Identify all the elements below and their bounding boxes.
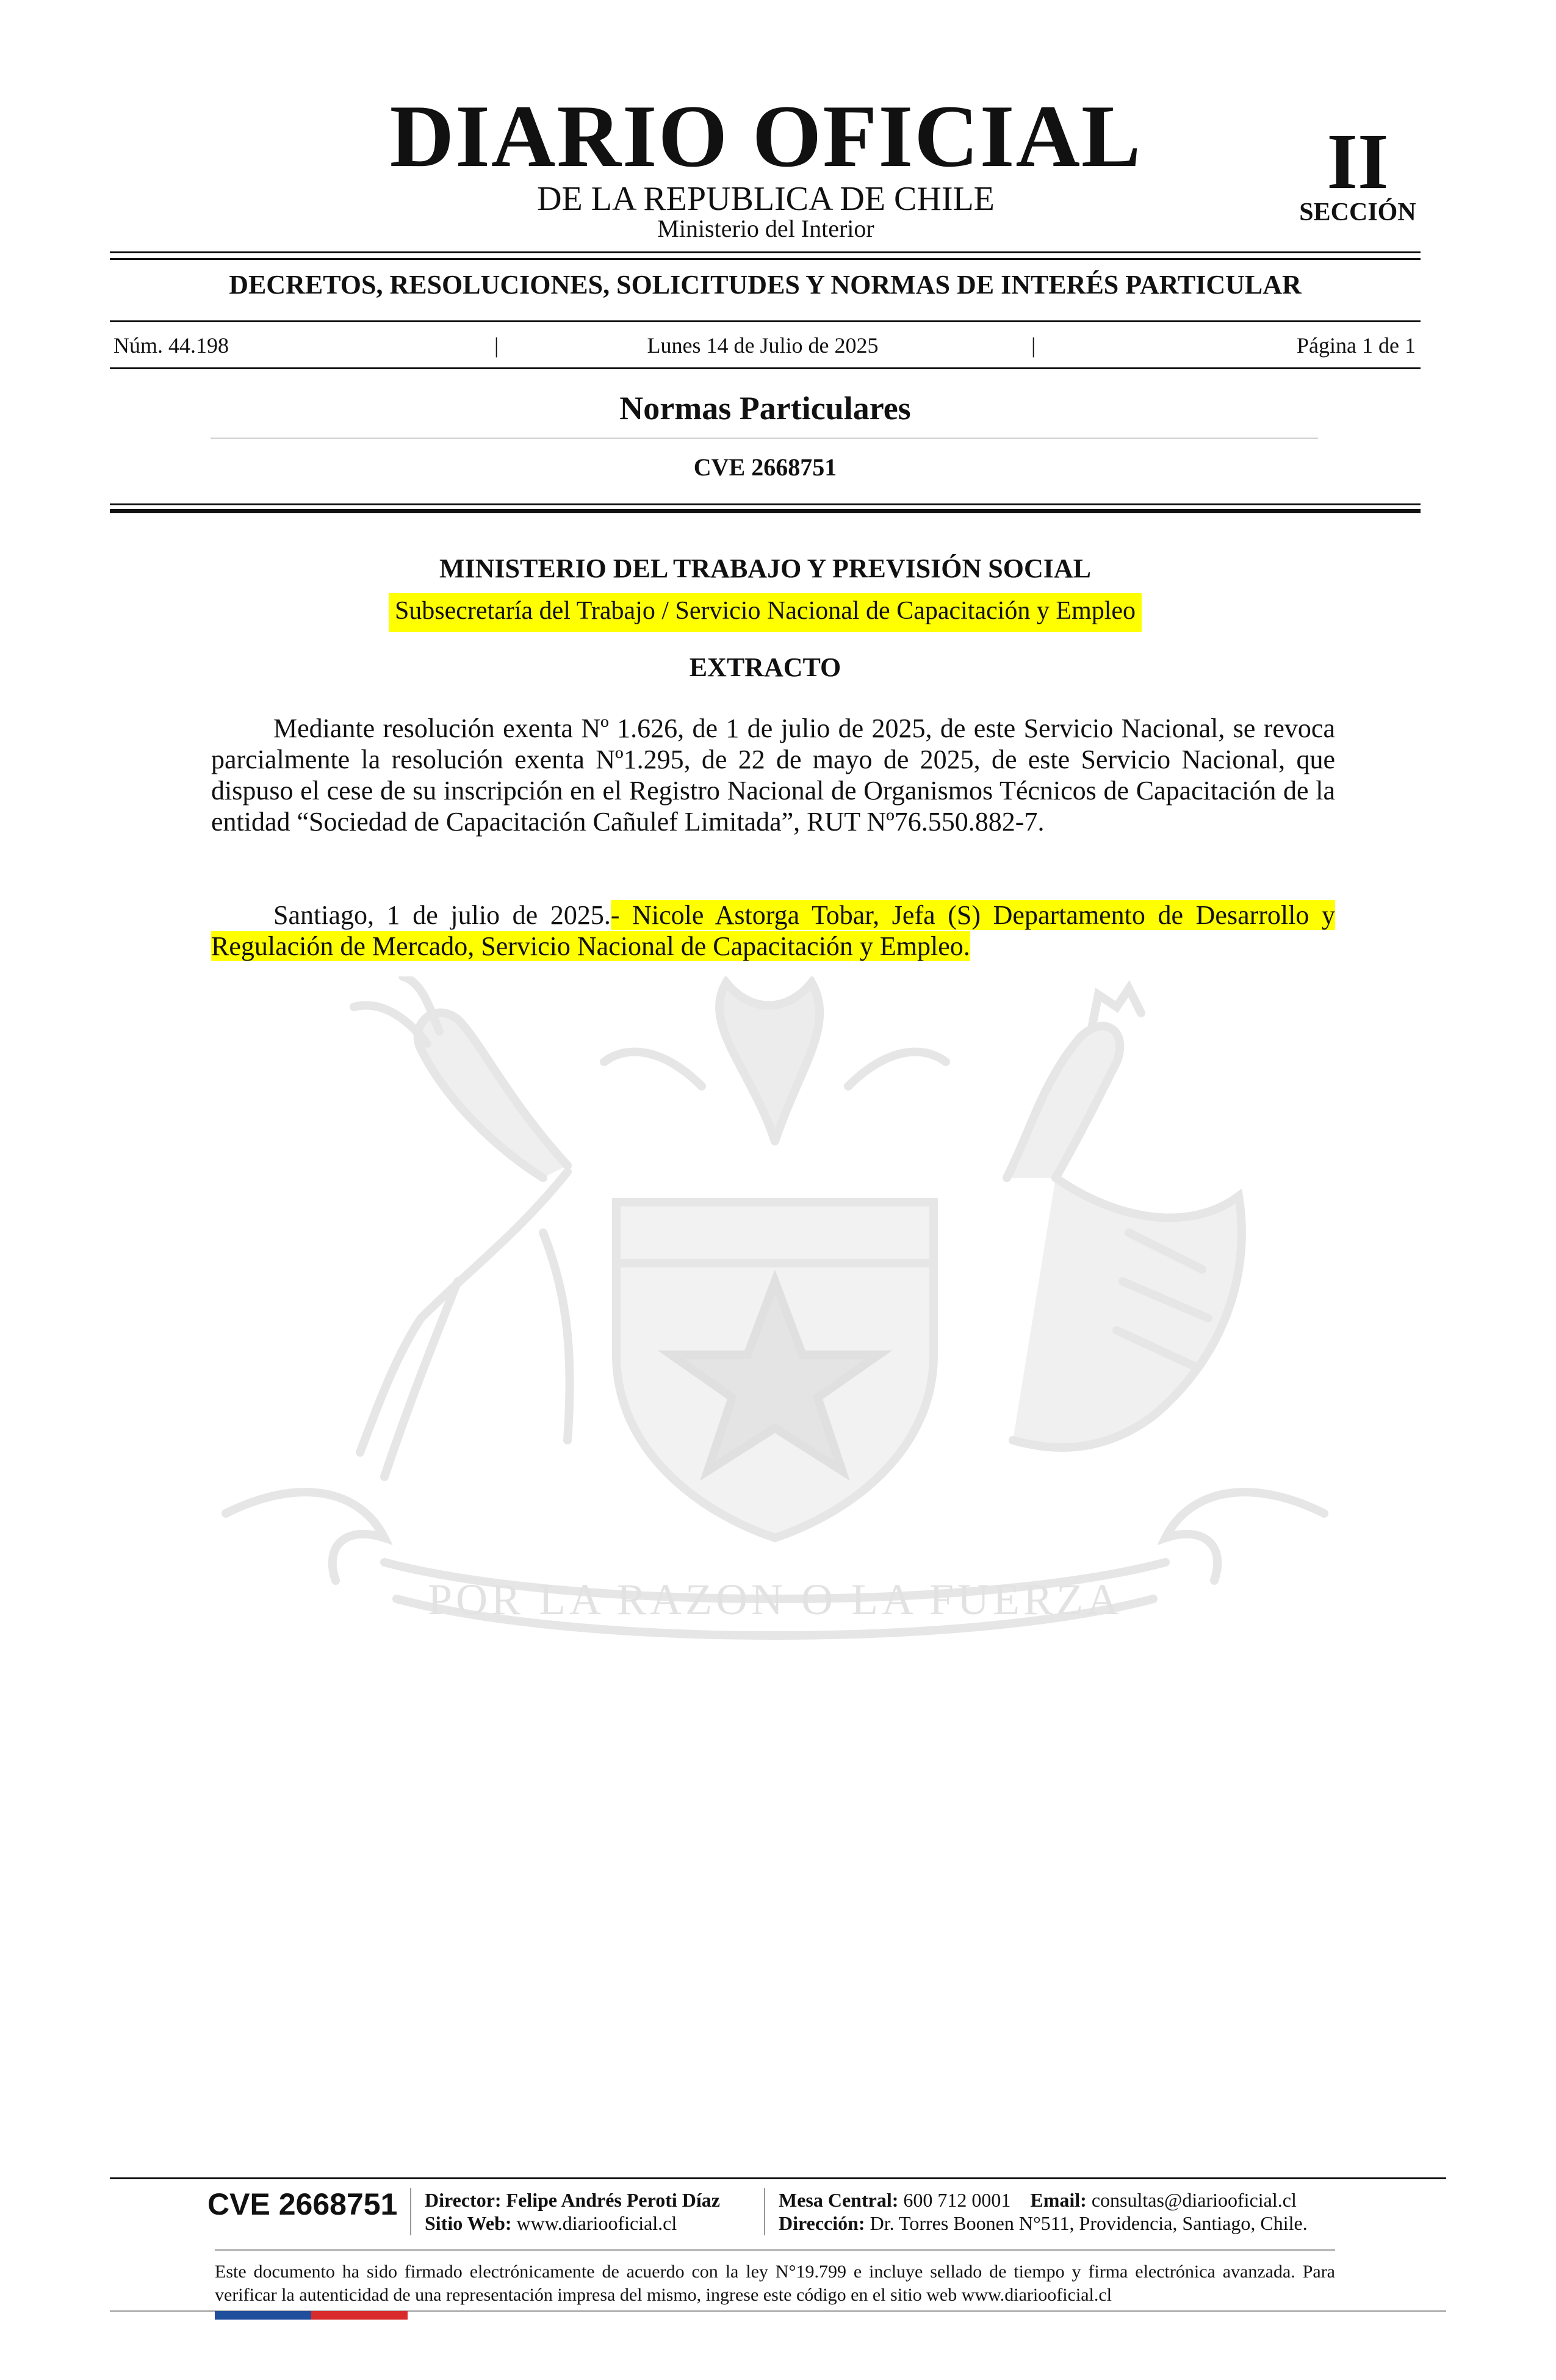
issue-date: Lunes 14 de Julio de 2025	[647, 333, 879, 358]
footer-website	[425, 2212, 677, 2235]
signature-highlight: - Nicole Astorga Tobar, Jefa (S) Departamento de Desarrollo y	[610, 900, 1335, 930]
masthead-ministry: Ministerio del Interior	[657, 215, 874, 242]
email-label: Email:	[1030, 2189, 1087, 2211]
email-link[interactable]: consultas@diariooficial.cl	[1091, 2189, 1297, 2211]
footer-director	[425, 2188, 720, 2212]
signature-place-date: Santiago, 1 de julio de 2025.	[273, 900, 611, 930]
document-type: EXTRACTO	[689, 652, 841, 682]
website-label: Sitio Web:	[425, 2212, 512, 2234]
section-number: II	[1327, 118, 1389, 206]
meta-rule	[110, 367, 1421, 369]
masthead-title: DIARIO OFICIAL	[389, 87, 1142, 186]
footer-address	[779, 2212, 1308, 2235]
subsecretaria-highlight: Subsecretaría del Trabajo / Servicio Nacional de Capacitación y Empleo	[389, 593, 1142, 632]
footer-divider	[764, 2188, 765, 2235]
footer-divider	[410, 2188, 411, 2235]
meta-separator: |	[494, 333, 499, 358]
body-paragraph: Mediante resolución exenta Nº 1.626, de 1 de julio de 2025, de este Servicio Nacional, se revoca parcialmente la resolución exenta Nº1.295, de 22 de mayo de 2025, de este Servicio Nacional, que dispuso el cese de su inscripción en el Registro Nacional de Organismos Técnicos de Capacitación de la entidad “Sociedad de Capacitación Cañulef Limitada”, RUT Nº76.550.882-7.	[211, 713, 1335, 837]
signature-paragraph	[211, 900, 1335, 962]
footer-cve: CVE 2668751	[207, 2187, 398, 2221]
director-label: Director:	[425, 2189, 502, 2211]
masthead-rule-top	[110, 251, 1421, 253]
category-title: Normas Particulares	[619, 390, 911, 427]
watermark-motto: POR LA RAZON O LA FUERZA	[427, 1575, 1123, 1624]
masthead-rule-bottom	[110, 258, 1421, 260]
director-value: Felipe Andrés Peroti Díaz	[506, 2189, 720, 2211]
flag-stripe-blue	[215, 2311, 311, 2320]
footer-mesa-central	[779, 2188, 1297, 2212]
masthead-subtitle: DE LA REPUBLICA DE CHILE	[537, 180, 995, 218]
content-rule-thin	[110, 503, 1421, 505]
ministry-heading: MINISTERIO DEL TRABAJO Y PREVISIÓN SOCIAL	[439, 554, 1092, 583]
website-link[interactable]: www.diariooficial.cl	[516, 2212, 677, 2234]
meta-separator: |	[1031, 333, 1036, 358]
page-indicator: Página 1 de 1	[1297, 333, 1416, 358]
address-label: Dirección:	[779, 2212, 865, 2234]
category-underline	[211, 438, 1318, 439]
cve-code: CVE 2668751	[693, 453, 837, 481]
headline-rule	[110, 320, 1421, 322]
flag-stripe-red	[311, 2311, 408, 2320]
footer-rule-top	[110, 2177, 1446, 2179]
footer-legal-notice: Este documento ha sido firmado electrónicamente de acuerdo con la ley N°19.799 e incluye sellado de tiempo y firma electrónica avanzada. Para verificar la autenticidad de una representación impresa del mismo, ingrese este código en el sitio web www.diariooficial.cl	[215, 2262, 1335, 2305]
footer-rule-inner	[215, 2249, 1335, 2251]
issue-number: Núm. 44.198	[113, 333, 229, 358]
coat-of-arms-watermark	[201, 976, 1349, 1672]
content-rule-thick	[110, 509, 1421, 513]
mesa-label: Mesa Central:	[779, 2189, 899, 2211]
section-label: SECCIÓN	[1299, 198, 1416, 226]
address-value: Dr. Torres Boonen N°511, Providencia, Santiago, Chile.	[870, 2212, 1308, 2234]
section-headline: DECRETOS, RESOLUCIONES, SOLICITUDES Y NORMAS DE INTERÉS PARTICULAR	[229, 270, 1302, 300]
mesa-value: 600 712 0001	[903, 2189, 1011, 2211]
signature-highlight-continued: Regulación de Mercado, Servicio Nacional de Capacitación y Empleo.	[211, 931, 970, 961]
